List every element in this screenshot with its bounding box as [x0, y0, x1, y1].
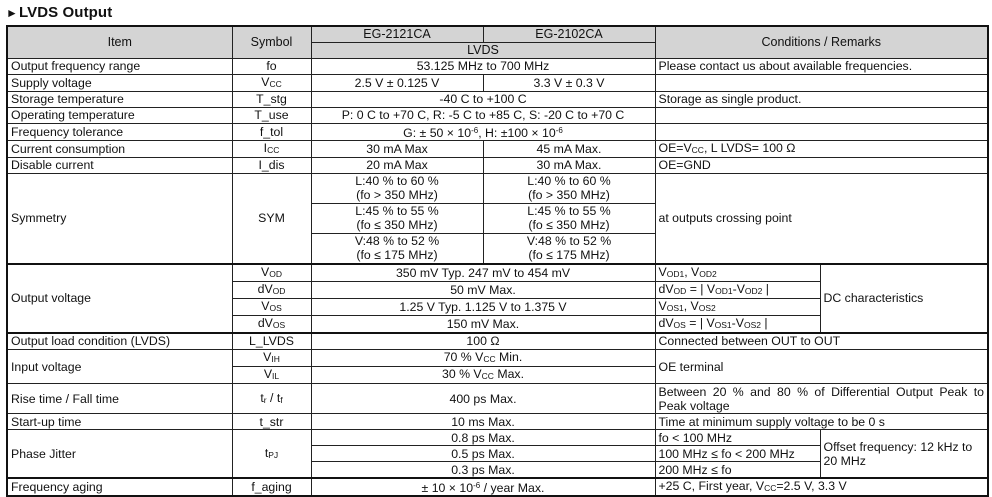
symbol-sub: CC	[267, 144, 280, 155]
value-cell: 100 Ω	[311, 333, 655, 350]
item-cell: Input voltage	[7, 350, 232, 384]
value-b-cell: 3.3 V ± 0.3 V	[483, 74, 655, 91]
table-row-output-voltage	[7, 264, 988, 282]
value-cell	[311, 123, 655, 140]
header-conditions: Conditions / Remarks	[655, 26, 988, 58]
symbol-cell	[232, 298, 311, 315]
symbol-cell	[232, 315, 311, 333]
symbol-main: t	[264, 445, 269, 460]
value-part: / year Max.	[480, 481, 545, 495]
remark-cell: Storage as single product.	[655, 91, 988, 107]
value-cell: 53.125 MHz to 700 MHz	[311, 58, 655, 74]
value-part: 30 % V	[441, 367, 482, 381]
value-cell: 10 ms Max.	[311, 414, 655, 430]
symbol-cell	[232, 384, 311, 414]
value-a-cell	[311, 203, 483, 233]
symbol-cell: T_stg	[232, 91, 311, 107]
value-line: L:45 % to 55 %	[355, 204, 439, 218]
header-item: Item	[7, 26, 232, 58]
remark-cell: at outputs crossing point	[655, 173, 988, 264]
item-cell: Operating temperature	[7, 107, 232, 123]
condition-cell: 100 MHz ≤ fo < 200 MHz	[655, 446, 820, 462]
symbol-main: V	[261, 74, 270, 89]
symbol-main: V	[263, 350, 272, 364]
value-line: V:48 % to 52 %	[354, 234, 440, 248]
symbol-cell	[232, 367, 311, 384]
remark-part: Connected between OUT to	[658, 334, 815, 349]
item-cell: Symmetry	[7, 173, 232, 264]
value-cell: 150 mV Max.	[311, 315, 655, 333]
item-cell: Output voltage	[7, 264, 232, 333]
symbol-cell	[232, 281, 311, 298]
table-row-symmetry	[7, 173, 988, 203]
condition-cell: VOD1, VOD2	[655, 264, 820, 282]
value-b-cell	[483, 203, 655, 233]
item-cell: Output load condition (LVDS)	[7, 333, 232, 350]
value-cell: 50 mV Max.	[311, 281, 655, 298]
value-a-cell	[311, 173, 483, 203]
value-sub: CC	[483, 354, 496, 364]
symbol-cell: T_use	[232, 107, 311, 123]
value-cell: 0.3 ps Max.	[311, 462, 655, 479]
table-row-jitter	[7, 430, 988, 446]
value-line: (fo ≤ 350 MHz)	[356, 218, 438, 232]
value-part: G: ± 50 × 10	[403, 125, 472, 140]
table-row-supply	[7, 74, 988, 91]
symbol-cell	[232, 140, 311, 157]
value-part: , H: ±100 × 10	[478, 125, 556, 140]
item-cell: Rise time / Fall time	[7, 384, 232, 414]
exponent: -6	[473, 481, 481, 490]
group-remark-cell: DC characteristics	[820, 264, 988, 333]
remark-cell: OE terminal	[655, 350, 988, 384]
remark-cell	[655, 478, 988, 496]
value-b-cell	[483, 233, 655, 264]
table-row-operating	[7, 107, 988, 123]
remark-cell: Between 20 % and 80 % of Differential Output Peak to Peak voltage	[655, 384, 988, 414]
symbol-cell: f_aging	[232, 478, 311, 496]
value-part: Min.	[495, 350, 523, 364]
value-cell	[311, 367, 655, 384]
remark-cell	[655, 123, 988, 140]
value-line: L:40 % to 60 %	[527, 174, 611, 188]
header-model-a: EG-2121CA	[311, 26, 483, 42]
remark-cell: Time at minimum supply voltage to be 0 s	[655, 414, 988, 430]
value-cell	[311, 478, 655, 496]
symbol-main: V	[264, 315, 273, 330]
symbol-main: t	[276, 390, 281, 405]
group-remark-cell: Offset frequency: 12 kHz to 20 MHz	[820, 430, 988, 479]
symbol-prefix: d	[257, 315, 265, 330]
lvds-spec-table	[6, 25, 989, 497]
remark-part: +25 C, First year, V	[658, 479, 765, 493]
remark-sub: CC	[764, 483, 777, 493]
item-cell: Start-up time	[7, 414, 232, 430]
section-title-text: LVDS Output	[18, 4, 113, 21]
table-row-freq-range	[7, 58, 988, 74]
header-model-b: EG-2102CA	[483, 26, 655, 42]
exponent: -6	[471, 125, 479, 135]
table-row-storage	[7, 91, 988, 107]
symbol-main: I	[263, 140, 268, 155]
table-row-input-voltage	[7, 350, 988, 367]
symbol-main: V	[261, 264, 270, 279]
value-cell: -40 C to +100 C	[311, 91, 655, 107]
remark-part: OE=V	[658, 140, 692, 155]
value-line: L:40 % to 60 %	[355, 174, 439, 188]
remark-part: , L LVDS= 100 Ω	[703, 140, 796, 155]
table-row-current	[7, 140, 988, 157]
symbol-cell: L_LVDS	[232, 333, 311, 350]
value-line: (fo ≤ 175 MHz)	[528, 248, 610, 262]
table-row-disable	[7, 157, 988, 173]
symbol-sub: OS	[269, 302, 282, 313]
item-cell: Frequency aging	[7, 478, 232, 496]
symbol-cell: SYM	[232, 173, 311, 264]
value-line: (fo ≤ 175 MHz)	[356, 248, 438, 262]
symbol-sub: r	[263, 394, 267, 405]
symbol-sub: PJ	[268, 449, 279, 460]
item-cell: Output frequency range	[7, 58, 232, 74]
value-line: (fo > 350 MHz)	[356, 188, 438, 202]
symbol-sub: IH	[271, 354, 280, 364]
value-b-cell: 45 mA Max.	[483, 140, 655, 157]
value-cell	[311, 350, 655, 367]
table-row-aging	[7, 478, 988, 496]
value-a-cell: 2.5 V ± 0.125 V	[311, 74, 483, 91]
symbol-main: t	[260, 390, 264, 405]
symbol-cell	[232, 430, 311, 479]
symbol-cell: t_str	[232, 414, 311, 430]
exponent: -6	[555, 125, 563, 135]
value-cell: 0.5 ps Max.	[311, 446, 655, 462]
condition-cell: 200 MHz ≤ fo	[655, 462, 820, 479]
symbol-sub: OD	[269, 268, 282, 279]
value-line: L:45 % to 55 %	[527, 204, 611, 218]
item-cell: Current consumption	[7, 140, 232, 157]
symbol-cell	[232, 350, 311, 367]
header-symbol: Symbol	[232, 26, 311, 58]
remark-cell: Please contact us about available frequencies.	[655, 58, 988, 74]
condition-cell: fo < 100 MHz	[655, 430, 820, 446]
header-output-type: LVDS	[311, 42, 655, 58]
symbol-sub: CC	[269, 78, 282, 89]
symbol-separator: /	[266, 390, 277, 405]
condition-cell: VOS1, VOS2	[655, 298, 820, 315]
value-line: (fo ≤ 350 MHz)	[528, 218, 610, 232]
symbol-main: V	[263, 367, 273, 381]
symbol-sub: IL	[272, 371, 280, 381]
table-row-rise-fall	[7, 384, 988, 414]
value-a-cell: 20 mA Max	[311, 157, 483, 173]
value-cell: 0.8 ps Max.	[311, 430, 655, 446]
value-cell: P: 0 C to +70 C, R: -5 C to +85 C, S: -20 C to +70 C	[311, 107, 655, 123]
table-row-load	[7, 333, 988, 350]
symbol-cell	[232, 74, 311, 91]
value-a-cell: 30 mA Max	[311, 140, 483, 157]
condition-cell: dVOD = | VOD1-VOD2 |	[655, 281, 820, 298]
symbol-sub: OS	[272, 319, 286, 330]
remark-part: =2.5 V, 3.3 V	[776, 479, 847, 493]
item-cell: Frequency tolerance	[7, 123, 232, 140]
remark-cell	[655, 333, 988, 350]
value-part: 70 % V	[443, 350, 484, 364]
symbol-cell: I_dis	[232, 157, 311, 173]
remark-cell	[655, 74, 988, 91]
symbol-sub: OD	[272, 285, 286, 296]
item-cell: Storage temperature	[7, 91, 232, 107]
remark-cell	[655, 140, 988, 157]
remark-overline: $\overline{OUT}$	[814, 334, 841, 349]
section-title	[6, 4, 112, 21]
item-cell: Phase Jitter	[7, 430, 232, 479]
symbol-main: V	[264, 281, 273, 296]
value-part: ± 10 × 10	[421, 481, 474, 495]
value-b-cell: 30 mA Max.	[483, 157, 655, 173]
remark-cell: OE=GND	[655, 157, 988, 173]
value-line: (fo > 350 MHz)	[528, 188, 610, 202]
symbol-main: V	[261, 298, 270, 313]
value-line: V:48 % to 52 %	[526, 234, 612, 248]
value-b-cell	[483, 173, 655, 203]
value-cell: 1.25 V Typ. 1.125 V to 1.375 V	[311, 298, 655, 315]
value-cell: 400 ps Max.	[311, 384, 655, 414]
symbol-cell: fo	[232, 58, 311, 74]
item-cell: Disable current	[7, 157, 232, 173]
remark-sub: CC	[691, 144, 704, 155]
table-row-startup	[7, 414, 988, 430]
triangle-marker-icon: ►	[6, 6, 18, 20]
value-sub: CC	[481, 371, 494, 381]
symbol-sub: f	[280, 394, 283, 405]
item-cell: Supply voltage	[7, 74, 232, 91]
symbol-cell	[232, 264, 311, 282]
value-a-cell	[311, 233, 483, 264]
remark-cell	[655, 107, 988, 123]
value-part: Max.	[493, 367, 524, 381]
symbol-cell: f_tol	[232, 123, 311, 140]
condition-cell: dVOS = | VOS1-VOS2 |	[655, 315, 820, 333]
value-cell: 350 mV Typ. 247 mV to 454 mV	[311, 264, 655, 282]
table-row-tolerance	[7, 123, 988, 140]
symbol-prefix: d	[257, 281, 265, 296]
